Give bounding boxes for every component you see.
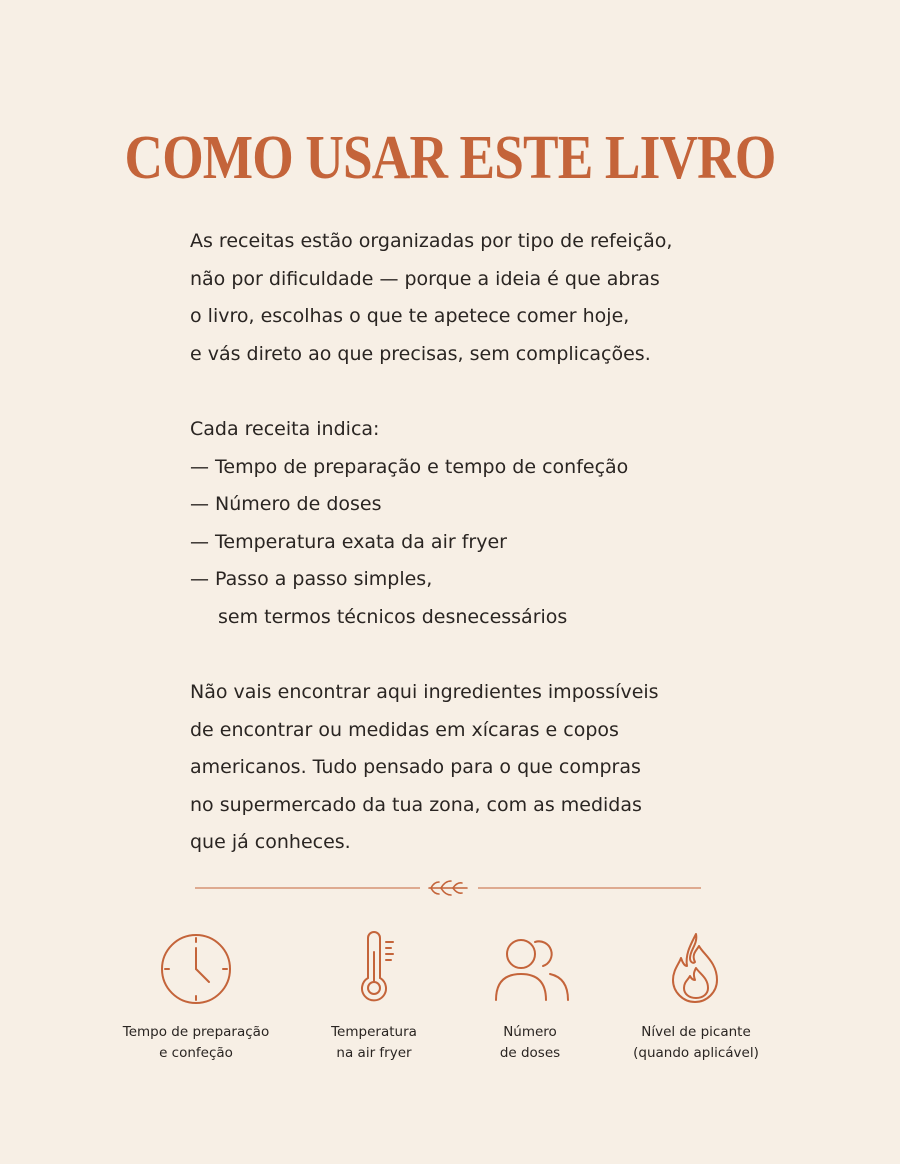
intro-paragraph [190,223,750,373]
legend-icons [0,928,900,1078]
closing-line: americanos. Tudo pensado para o que compras [190,756,641,778]
closing-line: de encontrar ou medidas em xícaras e copos [190,718,619,741]
legend-label-time: Tempo de preparação e confeção [122,1024,270,1061]
people-icon [490,928,570,1004]
features-list [190,411,750,636]
closing-line: Não vais encontrar aqui ingredientes impossíveis [190,681,659,703]
intro-line: As receitas estão organizadas por tipo de refeição, [190,230,673,252]
list-item: — Tempo de preparação e tempo de confeção [190,455,629,478]
list-item: — Passo a passo simples, [190,568,433,590]
intro-line: e vás direto ao que precisas, sem complicações. [190,342,651,365]
ornamental-divider [195,876,701,900]
intro-line: não por dificuldade — porque a ideia é que abras [190,267,660,290]
closing-paragraph [190,674,750,862]
legend-label-servings: Número de doses [499,1024,561,1061]
leaf-sprig-icon [429,881,467,895]
clock-icon [158,928,234,1004]
legend-label-spice: Nível de picante (quando aplicável) [633,1024,759,1061]
legend-item-time [96,928,296,1064]
list-heading: Cada receita indica: [190,418,380,440]
body-text [190,223,750,862]
closing-line: no supermercado da tua zona, com as medidas [190,793,642,816]
legend-item-spice [596,928,796,1064]
thermometer-icon [336,928,412,1004]
list-item-continuation: sem termos técnicos desnecessários [218,605,568,628]
list-item: — Número de doses [190,493,382,515]
flame-icon [658,928,734,1004]
closing-line: que já conheces. [190,831,351,853]
list-item: — Temperatura exata da air fryer [190,530,507,553]
intro-line: o livro, escolhas o que te apetece comer hoje, [190,305,630,327]
page-title: COMO USAR ESTE LIVRO [124,124,776,192]
legend-label-temperature: Temperatura na air fryer [331,1024,417,1061]
